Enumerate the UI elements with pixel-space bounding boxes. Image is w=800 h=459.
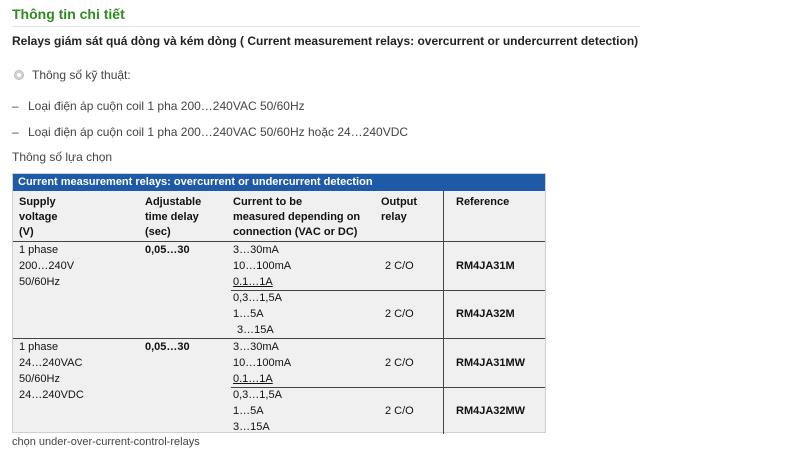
- supply-cell-line: 50/60Hz: [19, 373, 60, 385]
- dash-icon: –: [12, 99, 19, 113]
- bullet-icon: [14, 70, 24, 80]
- delay-cell: 0,05…30: [145, 341, 190, 353]
- supply-cell-line: 24…240VAC: [19, 357, 83, 369]
- dash-icon: –: [12, 125, 19, 139]
- current-cell-line: 0,3…1,5A: [233, 292, 282, 304]
- supply-cell-line: 50/60Hz: [19, 276, 60, 288]
- header-delay-line: time delay: [145, 211, 199, 223]
- spec-item-text: Loại điện áp cuộn coil 1 pha 200…240VAC 50/60Hz: [28, 99, 305, 113]
- title-divider: [12, 26, 640, 27]
- table-title: Current measurement relays: overcurrent or undercurrent detection: [13, 174, 545, 191]
- current-cell-line: 1…5A: [233, 405, 264, 417]
- current-cell-line: 3…15A: [233, 421, 270, 433]
- supply-cell-line: 200…240V: [19, 260, 75, 272]
- row-divider: [231, 387, 545, 388]
- header-current-line: connection (VAC or DC): [233, 226, 358, 238]
- current-cell-line: 10…100mA: [233, 260, 292, 272]
- header-supply-line: Supply: [19, 196, 56, 208]
- header-supply-line: voltage: [19, 211, 58, 223]
- header-current-line: Current to be: [233, 196, 303, 208]
- row-divider: [231, 290, 545, 291]
- output-cell: 2 C/O: [385, 357, 414, 369]
- delay-cell: 0,05…30: [145, 244, 190, 256]
- current-cell-line: 10…100mA: [233, 357, 292, 369]
- current-cell-line: 1…5A: [233, 308, 264, 320]
- reference-cell: RM4JA32MW: [456, 405, 526, 417]
- output-cell: 2 C/O: [385, 308, 414, 320]
- header-output-line: Output: [381, 196, 418, 208]
- header-reference: Reference: [456, 196, 510, 208]
- current-cell-line: 3…30mA: [233, 341, 279, 353]
- group-divider: [13, 338, 545, 339]
- spec-item: [12, 125, 408, 139]
- supply-cell-line: 24…240VDC: [19, 389, 84, 401]
- selection-table-image: [12, 173, 546, 433]
- current-cell-line: 3…15A: [237, 324, 274, 336]
- current-cell-line: 3…30mA: [233, 244, 279, 256]
- supply-cell-line: 1 phase: [19, 244, 59, 256]
- spec-item-text: Loại điện áp cuộn coil 1 pha 200…240VAC 50/60Hz hoặc 24…240VDC: [28, 125, 409, 139]
- spec-item: [12, 99, 305, 113]
- spec-heading: [14, 68, 131, 82]
- supply-cell-line: 1 phase: [19, 341, 59, 353]
- header-current-line: measured depending on: [233, 211, 361, 223]
- current-cell-line: 0,3…1,5A: [233, 389, 282, 401]
- header-delay-line: Adjustable: [145, 196, 202, 208]
- current-cell-line: 0.1…1A: [233, 373, 273, 385]
- header-underline: [13, 241, 545, 242]
- column-divider: [443, 191, 444, 434]
- select-label: Thông số lựa chọn: [12, 150, 113, 164]
- header-delay-line: (sec): [145, 226, 171, 238]
- reference-cell: RM4JA31MW: [456, 357, 526, 369]
- reference-cell: RM4JA32M: [456, 308, 515, 320]
- output-cell: 2 C/O: [385, 260, 414, 272]
- product-line: Relays giám sát quá dòng và kém dòng ( Current measurement relays: overcurrent or undercurrent detection): [12, 34, 639, 48]
- section-title: Thông tin chi tiết: [12, 6, 125, 22]
- spec-heading-label: Thông số kỹ thuật:: [32, 68, 131, 82]
- header-supply-line: (V): [19, 226, 34, 238]
- output-cell: 2 C/O: [385, 405, 414, 417]
- image-caption: chọn under-over-current-control-relays: [12, 436, 200, 448]
- reference-cell: RM4JA31M: [456, 260, 515, 272]
- current-cell-line: 0.1…1A: [233, 276, 273, 288]
- header-output-line: relay: [381, 211, 407, 223]
